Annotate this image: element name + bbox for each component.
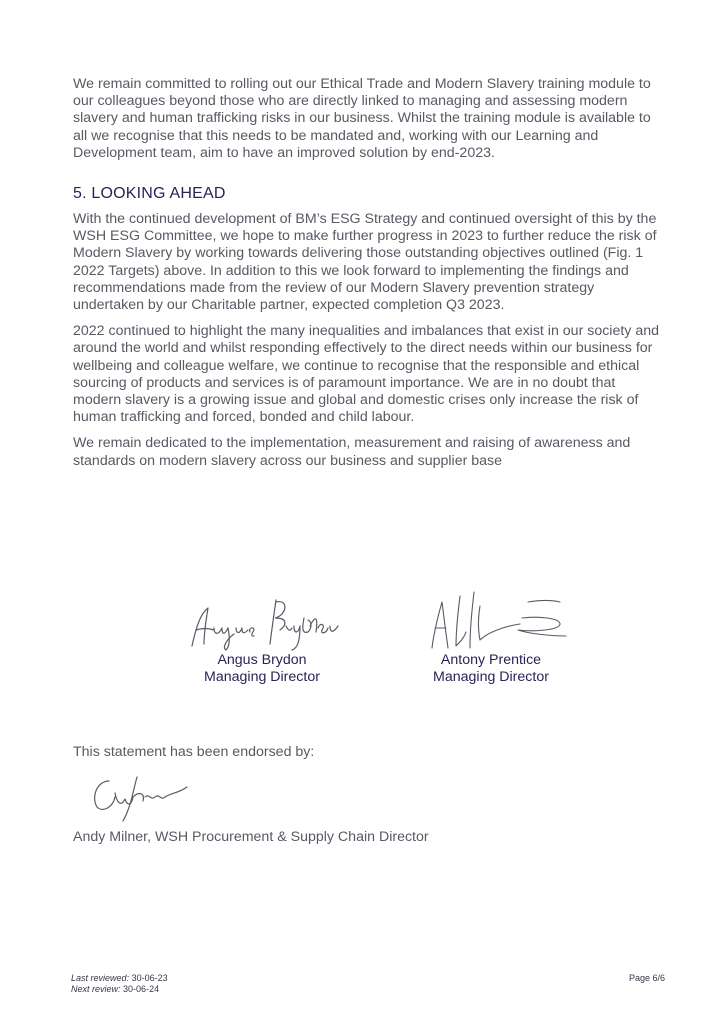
next-review-label: Next review <box>71 984 119 994</box>
last-reviewed-date: 30-06-23 <box>131 973 168 983</box>
signatory-name: Angus Brydon <box>217 652 307 668</box>
page-number: Page 6/6 <box>628 973 665 983</box>
next-review-date: 30-06-24 <box>123 984 160 994</box>
endorsement-label: This statement has been endorsed by: <box>73 744 315 760</box>
review-dates <box>71 973 168 995</box>
intro-paragraph: We remain committed to rolling out our Ethical Trade and Modern Slavery training module to our colleagues beyond those who are directly linked to managing and assessing modern slavery and human trafficking risks in our business. Whilst the training module is available to all we recognise that this needs to be mandated and, working with our Learning and Development team, aim to have an improved solution by end-2023. <box>73 76 651 161</box>
signature-image <box>178 588 346 652</box>
endorsement-signature-image <box>87 767 207 823</box>
signatory-title: Managing Director <box>433 669 549 685</box>
signature-image <box>410 588 572 652</box>
signatory-angus-brydon <box>178 588 346 686</box>
signatory-title: Managing Director <box>204 669 320 685</box>
endorsement-section <box>73 744 673 846</box>
looking-ahead-paragraph-2: 2022 continued to highlight the many inequalities and imbalances that exist in our society and around the world and whilst responding effectively to the direct needs within our business for wellbeing and colleague welfare, we continue to recognise that the responsible and ethical sourcing of products and services is of paramount importance. We are in no doubt that modern slavery is a growing issue and global and domestic crises only increase the risk of human trafficking and forced, bonded and child labour. <box>73 323 660 426</box>
signatures-section <box>0 588 722 708</box>
next-review-line <box>71 984 168 995</box>
looking-ahead-paragraph-3: We remain dedicated to the implementation, measurement and raising of awareness and standards on modern slavery across our business and supplier base <box>73 435 631 469</box>
last-reviewed-colon: : <box>126 973 130 983</box>
last-reviewed-label: Last reviewed <box>71 973 127 983</box>
next-review-colon: : <box>118 984 121 994</box>
signatory-antony-prentice <box>410 588 572 686</box>
signatory-name: Antony Prentice <box>440 652 542 668</box>
section-heading: 5. LOOKING AHEAD <box>73 185 226 203</box>
looking-ahead-paragraph-1: With the continued development of BM’s ESG Strategy and continued oversight of this by the WSH ESG Committee, we hope to make further progress in 2023 to further reduce the risk of Modern Slavery by working towards delivering those outstanding objectives outlined (Fig. 1 2022 Targets) above. In addition to this we look forward to implementing the findings and recommendations made from the review of our Modern Slavery prevention strategy undertaken by our Charitable partner, expected completion Q3 2023. <box>73 211 657 314</box>
last-reviewed-line <box>71 973 168 984</box>
main-content <box>73 76 663 479</box>
endorser-name: Andy Milner, WSH Procurement & Supply Chain Director <box>73 829 429 845</box>
